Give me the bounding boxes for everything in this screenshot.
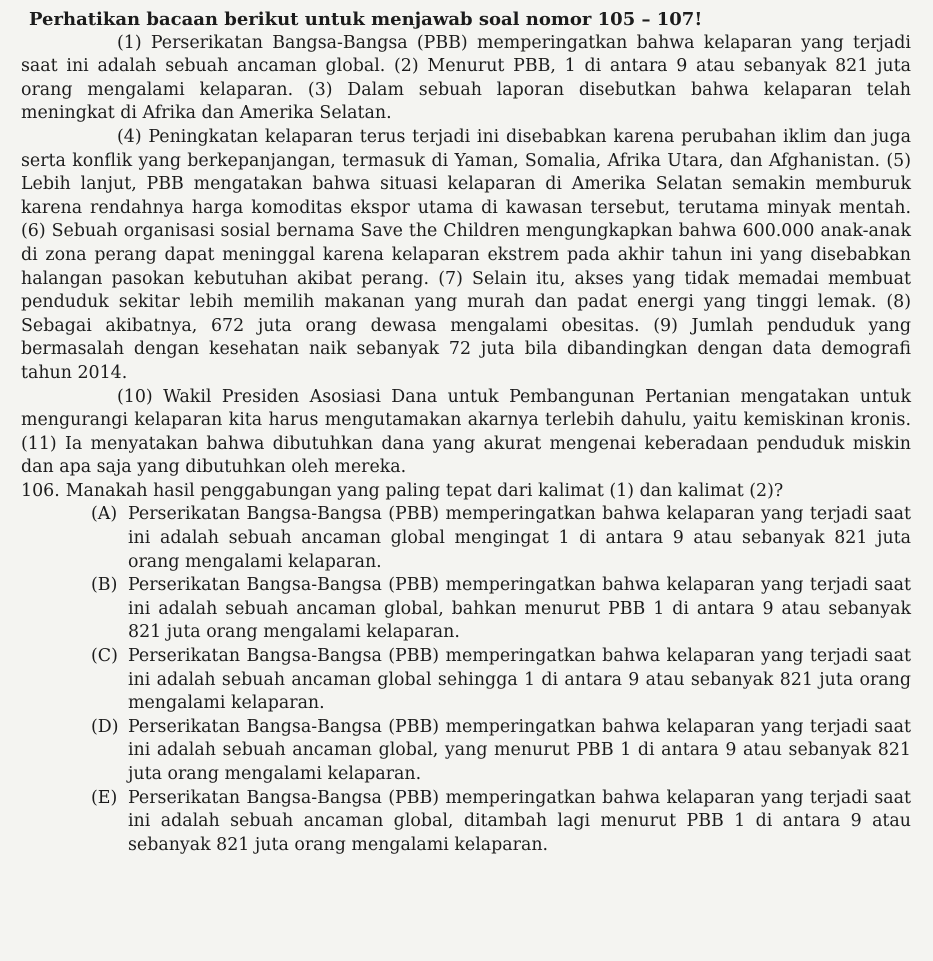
passage-paragraph-1: (1) Perserikatan Bangsa-Bangsa (PBB) memperingatkan bahwa kelaparan yang terjadi saat ini adalah sebuah ancaman global. (2) Menurut PBB, 1 di antara 9 atau sebanyak 821 juta orang mengalami kelaparan. (3) Dalam sebuah laporan disebutkan bahwa kelaparan telah meningkat di Afrika dan Amerika Selatan. bbox=[21, 32, 911, 124]
option-label: (B) bbox=[91, 575, 118, 596]
option-b[interactable] bbox=[21, 574, 911, 645]
option-text: Perserikatan Bangsa-Bangsa (PBB) memperingatkan bahwa kelaparan yang terjadi saat ini adalah sebuah ancaman global mengingat 1 di antara 9 atau sebanyak 821 juta orang mengalami kelaparan. bbox=[128, 504, 911, 572]
reading-passage bbox=[21, 32, 911, 480]
option-label: (E) bbox=[91, 787, 118, 808]
option-label: (D) bbox=[91, 716, 119, 737]
instruction-title: Perhatikan bacaan berikut untuk menjawab soal nomor 105 – 107! bbox=[29, 9, 703, 30]
passage-paragraph-2: (4) Peningkatan kelaparan terus terjadi ini disebabkan karena perubahan iklim dan juga serta konflik yang berkepanjangan, termasuk di Yaman, Somalia, Afrika Utara, dan Afghanistan. (5) Lebih lanjut, PBB mengatakan bahwa situasi kelaparan di Amerika Selatan semakin memburuk karena rendahnya harga komoditas ekspor utama di kawasan tersebut, terutama minyak mentah. (6) Sebuah organisasi sosial bernama Save the Children mengungkapkan bahwa 600.000 anak-anak di zona perang dapat meninggal karena kelaparan ekstrem pada akhir tahun ini yang disebabkan halangan pasokan kebutuhan akibat perang. (7) Selain itu, akses yang tidak memadai membuat penduduk sekitar lebih memilih makanan yang murah dan padat energi yang tinggi lemak. (8) Sebagai akibatnya, 672 juta orang dewasa mengalami obesitas. (9) Jumlah penduduk yang bermasalah dengan kesehatan naik sebanyak 72 juta bila dibandingkan dengan data demografi tahun 2014. bbox=[21, 126, 911, 383]
passage-paragraph-3: (10) Wakil Presiden Asosiasi Dana untuk Pembangunan Pertanian mengatakan untuk mengurangi kelaparan kita harus mengutamakan akarnya terlebih dahulu, yaitu kemiskinan kronis. (11) Ia menyatakan bahwa dibutuhkan dana yang akurat mengenai keberadaan penduduk miskin dan apa saja yang dibutuhkan oleh mereka. bbox=[21, 386, 911, 478]
question-106 bbox=[21, 480, 911, 858]
option-text: Perserikatan Bangsa-Bangsa (PBB) memperingatkan bahwa kelaparan yang terjadi saat ini adalah sebuah ancaman global sehingga 1 di antara 9 atau sebanyak 821 juta orang mengalami kelaparan. bbox=[128, 646, 911, 714]
option-d[interactable] bbox=[21, 716, 911, 787]
option-a[interactable] bbox=[21, 503, 911, 574]
question-text: Manakah hasil penggabungan yang paling tepat dari kalimat (1) dan kalimat (2)? bbox=[65, 480, 784, 501]
option-text: Perserikatan Bangsa-Bangsa (PBB) memperingatkan bahwa kelaparan yang terjadi saat ini adalah sebuah ancaman global, bahkan menurut PBB 1 di antara 9 atau sebanyak 821 juta orang mengalami kelaparan. bbox=[128, 575, 911, 643]
question-number: 106. bbox=[21, 480, 60, 501]
option-label: (C) bbox=[91, 646, 118, 667]
option-text: Perserikatan Bangsa-Bangsa (PBB) memperingatkan bahwa kelaparan yang terjadi saat ini adalah sebuah ancaman global, ditambah lagi menurut PBB 1 di antara 9 atau sebanyak 821 juta orang mengalami kelaparan. bbox=[128, 787, 911, 855]
question-stem bbox=[21, 480, 911, 504]
option-label: (A) bbox=[91, 504, 118, 525]
answer-options bbox=[21, 503, 911, 857]
option-text: Perserikatan Bangsa-Bangsa (PBB) memperingatkan bahwa kelaparan yang terjadi saat ini adalah sebuah ancaman global, yang menurut PBB 1 di antara 9 atau sebanyak 821 juta orang mengalami kelaparan. bbox=[128, 716, 911, 784]
option-c[interactable] bbox=[21, 645, 911, 716]
option-e[interactable] bbox=[21, 787, 911, 858]
